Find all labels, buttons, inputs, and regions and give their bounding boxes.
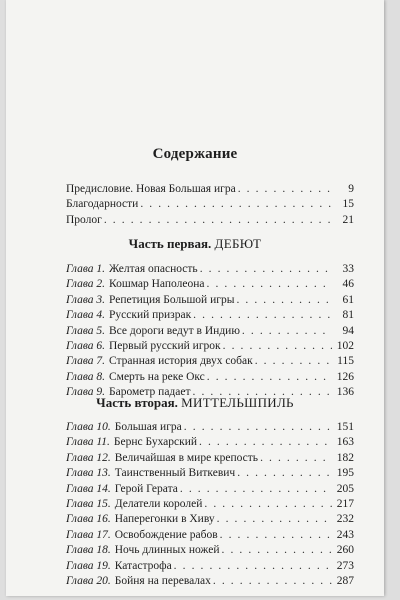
chapter-label: Глава 13. bbox=[66, 467, 111, 480]
leader-dots bbox=[207, 370, 332, 385]
toc-entry[interactable] bbox=[66, 420, 354, 435]
entry-page: 163 bbox=[336, 436, 354, 449]
entry-title: Освобождение рабов bbox=[114, 528, 218, 541]
book-page bbox=[6, 0, 384, 596]
toc-entry[interactable] bbox=[66, 339, 354, 354]
leader-dots bbox=[223, 339, 332, 354]
entry-page: 21 bbox=[342, 213, 354, 226]
leader-dots bbox=[180, 482, 332, 497]
chapter-label: Глава 1. bbox=[66, 263, 105, 275]
chapter-label: Глава 8. bbox=[66, 370, 105, 383]
toc-entry[interactable] bbox=[66, 213, 354, 228]
chapter-label: Глава 16. bbox=[66, 513, 111, 526]
entry-page: 81 bbox=[342, 309, 354, 322]
toc-entry[interactable] bbox=[66, 451, 354, 466]
toc-entry[interactable] bbox=[66, 528, 354, 543]
toc-entry[interactable] bbox=[66, 293, 354, 308]
toc-entry[interactable] bbox=[66, 482, 354, 497]
chapter-label: Глава 4. bbox=[66, 309, 105, 322]
leader-dots bbox=[200, 262, 332, 277]
entry-title: Благодарности bbox=[66, 198, 139, 211]
entry-title: Все дороги ведут в Индию bbox=[109, 324, 240, 337]
chapter-label: Глава 7. bbox=[66, 355, 105, 368]
toc-entry[interactable] bbox=[66, 197, 354, 212]
entry-title: Катастрофа bbox=[114, 559, 172, 572]
entry-page: 287 bbox=[336, 574, 354, 587]
toc-entry[interactable] bbox=[66, 435, 354, 450]
entry-page: 102 bbox=[336, 339, 354, 352]
toc-entry[interactable] bbox=[66, 324, 354, 339]
entry-title: Ночь длинных ножей bbox=[114, 544, 220, 557]
part-lead: Часть первая. bbox=[128, 236, 212, 251]
entry-page: 33 bbox=[342, 263, 354, 275]
part-heading bbox=[6, 395, 384, 411]
entry-title: Русский призрак bbox=[109, 309, 192, 322]
entry-title: Величайшая в мире крепость bbox=[114, 451, 259, 464]
chapter-label: Глава 10. bbox=[66, 421, 111, 433]
entry-page: 61 bbox=[342, 293, 354, 306]
entry-title: Герой Герата bbox=[114, 482, 178, 495]
entry-page: 260 bbox=[336, 544, 354, 557]
toc-entry[interactable] bbox=[66, 559, 354, 574]
leader-dots bbox=[213, 574, 332, 589]
part-name: МИТТЕЛЬШПИЛЬ bbox=[181, 395, 294, 410]
entry-page: 195 bbox=[336, 467, 354, 480]
entry-title: Репетиция Большой игры bbox=[109, 293, 235, 306]
chapter-label: Глава 12. bbox=[66, 451, 111, 464]
toc-entry[interactable] bbox=[66, 497, 354, 512]
chapter-label: Глава 6. bbox=[66, 339, 105, 352]
leader-dots bbox=[236, 293, 332, 308]
leader-dots bbox=[237, 466, 332, 481]
chapter-label: Глава 14. bbox=[66, 482, 111, 495]
entry-page: 232 bbox=[336, 513, 354, 526]
entry-title: Смерть на реке Окс bbox=[109, 370, 205, 383]
leader-dots bbox=[255, 354, 332, 369]
entry-page: 136 bbox=[336, 386, 354, 399]
leader-dots bbox=[238, 182, 334, 197]
part-one-chapters bbox=[66, 262, 354, 401]
leader-dots bbox=[174, 559, 332, 574]
chapter-label: Глава 18. bbox=[66, 544, 111, 557]
leader-dots bbox=[207, 277, 333, 292]
chapter-label: Глава 19. bbox=[66, 559, 111, 572]
entry-page: 217 bbox=[336, 497, 354, 510]
toc-entry[interactable] bbox=[66, 308, 354, 323]
part-name: ДЕБЮТ bbox=[214, 236, 262, 251]
leader-dots bbox=[140, 197, 334, 212]
part-heading bbox=[6, 236, 384, 252]
entry-page: 15 bbox=[342, 198, 354, 211]
entry-page: 126 bbox=[336, 370, 354, 383]
entry-page: 46 bbox=[342, 278, 354, 291]
chapter-label: Глава 11. bbox=[66, 436, 110, 449]
leader-dots bbox=[184, 420, 332, 435]
part-two-chapters bbox=[66, 420, 354, 589]
toc-entry[interactable] bbox=[66, 512, 354, 527]
intro-list bbox=[66, 182, 354, 228]
leader-dots bbox=[193, 308, 332, 323]
chapter-label: Глава 20. bbox=[66, 574, 111, 587]
toc-entry[interactable] bbox=[66, 370, 354, 385]
leader-dots bbox=[204, 497, 332, 512]
leader-dots bbox=[242, 324, 332, 339]
toc-entry[interactable] bbox=[66, 277, 354, 292]
leader-dots bbox=[199, 435, 332, 450]
entry-title: Желтая опасность bbox=[109, 263, 198, 275]
entry-title: Первый русский игрок bbox=[109, 339, 221, 352]
chapter-label: Глава 3. bbox=[66, 293, 105, 306]
entry-title: Бернс Бухарский bbox=[113, 436, 198, 449]
entry-title: Бойня на перевалах bbox=[114, 574, 211, 587]
toc-entry[interactable] bbox=[66, 466, 354, 481]
entry-page: 273 bbox=[336, 559, 354, 572]
toc-entry[interactable] bbox=[66, 182, 354, 197]
entry-page: 9 bbox=[348, 183, 354, 195]
entry-page: 115 bbox=[337, 355, 354, 368]
entry-title: Барометр падает bbox=[109, 386, 191, 399]
leader-dots bbox=[220, 528, 332, 543]
chapter-label: Глава 2. bbox=[66, 278, 105, 291]
toc-entry[interactable] bbox=[66, 262, 354, 277]
entry-title: Большая игра bbox=[114, 421, 182, 433]
leader-dots bbox=[260, 451, 332, 466]
entry-title: Наперегонки в Хиву bbox=[114, 513, 215, 526]
entry-page: 151 bbox=[336, 421, 354, 433]
chapter-label: Глава 9. bbox=[66, 386, 105, 399]
toc-entry[interactable] bbox=[66, 543, 354, 558]
chapter-label: Глава 5. bbox=[66, 324, 105, 337]
leader-dots bbox=[104, 213, 334, 228]
toc-entry[interactable] bbox=[66, 354, 354, 369]
entry-page: 243 bbox=[336, 528, 354, 541]
entry-title: Таинственный Виткевич bbox=[114, 467, 236, 480]
entry-page: 94 bbox=[342, 324, 354, 337]
leader-dots bbox=[222, 543, 333, 558]
page-title: Содержание bbox=[152, 146, 238, 162]
entry-title: Странная история двух собак bbox=[109, 355, 253, 368]
chapter-label: Глава 17. bbox=[66, 528, 111, 541]
entry-title: Делатели королей bbox=[114, 497, 203, 510]
entry-title: Пролог bbox=[66, 213, 102, 226]
chapter-label: Глава 15. bbox=[66, 497, 111, 510]
entry-title: Предисловие. Новая Большая игра bbox=[66, 183, 236, 195]
entry-page: 205 bbox=[336, 482, 354, 495]
leader-dots bbox=[217, 512, 332, 527]
entry-page: 182 bbox=[336, 451, 354, 464]
part-lead: Часть вторая. bbox=[96, 395, 178, 410]
entry-title: Кошмар Наполеона bbox=[109, 278, 205, 291]
toc-entry[interactable] bbox=[66, 574, 354, 589]
